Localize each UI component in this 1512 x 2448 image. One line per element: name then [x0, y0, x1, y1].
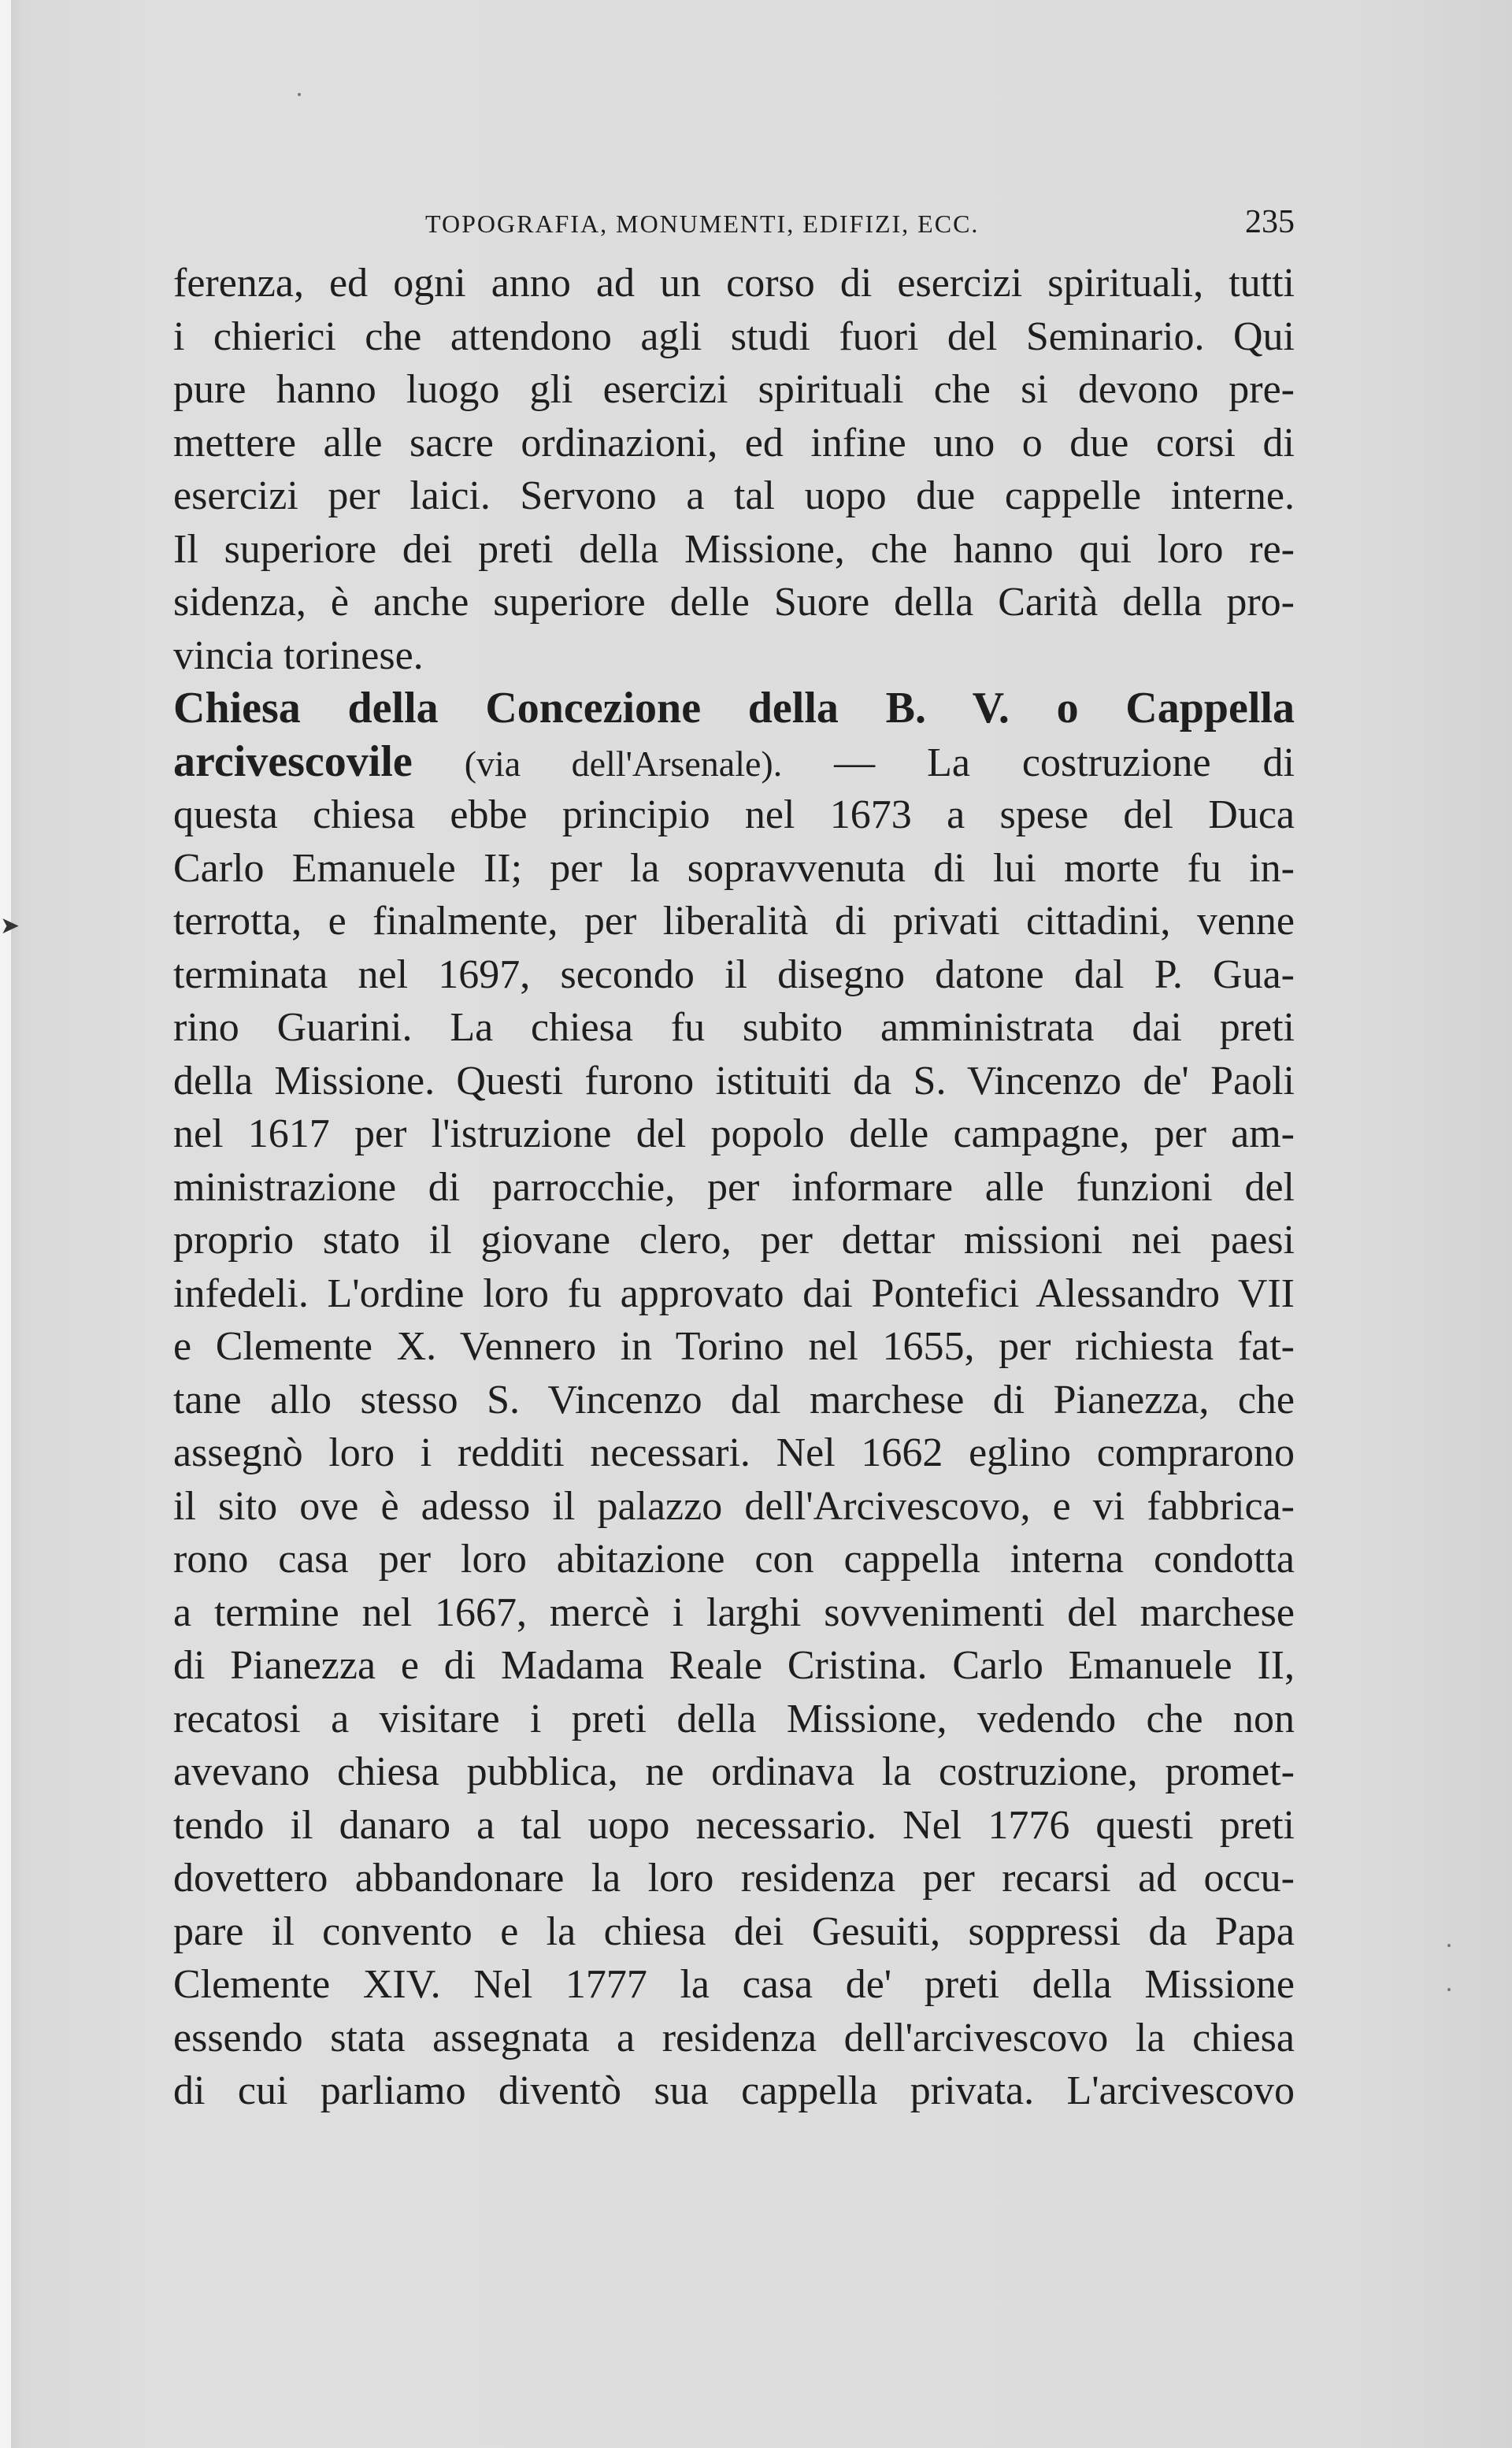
text-line: infedeli. L'ordine loro fu approvato dai Pontefici Alessandro VII	[173, 1270, 1295, 1316]
text-line: ferenza, ed ogni anno ad un corso di esercizi spirituali, tutti	[173, 261, 1295, 306]
running-title: TOPOGRAFIA, MONUMENTI, EDIFIZI, ECC.	[425, 210, 980, 238]
text-line: vincia torinese.	[173, 632, 424, 678]
text-line: proprio stato il giovane clero, per dettar missioni nei paesi	[173, 1218, 1295, 1263]
section-heading: Chiesa della Concezione della B. V. o Cappella	[173, 684, 1295, 733]
text-line: terminata nel 1697, secondo il disegno datone dal P. Gua-	[173, 951, 1295, 997]
text-line: questa chiesa ebbe principio nel 1673 a spese del Duca	[173, 792, 1295, 837]
text-line: Carlo Emanuele II; per la sopravvenuta di lui morte fu in-	[173, 845, 1295, 891]
paper-speck	[1447, 1988, 1451, 1991]
text-line: e Clemente X. Vennero in Torino nel 1655, per richiesta fat-	[173, 1324, 1295, 1369]
text-line: della Missione. Questi furono istituiti da S. Vincenzo de' Paoli	[173, 1058, 1295, 1103]
margin-arrow-icon: ➤	[0, 913, 20, 939]
body-text	[173, 257, 1295, 2118]
text-line: rino Guarini. La chiesa fu subito amministrata dai preti	[173, 1005, 1295, 1050]
page-number: 235	[1245, 204, 1295, 240]
text-line: assegnò loro i redditi necessari. Nel 1662 eglino comprarono	[173, 1430, 1295, 1475]
text-line: a termine nel 1667, mercè i larghi sovvenimenti del marchese	[173, 1589, 1295, 1635]
text-line: tendo il danaro a tal uopo necessario. Nel 1776 questi preti	[173, 1802, 1295, 1848]
text-line: tane allo stesso S. Vincenzo dal marchese di Pianezza, che	[173, 1377, 1295, 1422]
text-line: dovettero abbandonare la loro residenza per recarsi ad occu-	[173, 1856, 1295, 1901]
text-line: avevano chiesa pubblica, ne ordinava la costruzione, promet-	[173, 1749, 1295, 1794]
text-line: sidenza, è anche superiore delle Suore della Carità della pro-	[173, 580, 1295, 625]
text-line: mettere alle sacre ordinazioni, ed infine uno o due corsi di	[173, 420, 1295, 465]
text-line: nel 1617 per l'istruzione del popolo delle campagne, per am-	[173, 1111, 1295, 1156]
page-edge	[0, 0, 11, 2448]
running-header	[173, 203, 1295, 250]
text-line: Clemente XIV. Nel 1777 la casa de' preti della Missione	[173, 1962, 1295, 2007]
section-heading-end: arcivescovile	[173, 736, 413, 786]
text-line: rono casa per loro abitazione con cappella interna condotta	[173, 1537, 1295, 1582]
paper-speck	[298, 93, 301, 96]
text-line: ministrazione di parrocchie, per informare alle funzioni del	[173, 1164, 1295, 1210]
text-line: il sito ove è adesso il palazzo dell'Arcivescovo, e vi fabbrica-	[173, 1483, 1295, 1529]
text-line: di cui parliamo diventò sua cappella privata. L'arcivescovo	[173, 2068, 1295, 2113]
text-line: pure hanno luogo gli esercizi spirituali che si devono pre-	[173, 367, 1295, 412]
street-address: (via dell'Arsenale).	[464, 743, 783, 784]
text-line: di Pianezza e di Madama Reale Cristina. Carlo Emanuele II,	[173, 1643, 1295, 1688]
paper-speck	[1447, 1944, 1451, 1947]
text-line: esercizi per laici. Servono a tal uopo due cappelle interne.	[173, 473, 1295, 518]
text-line: pare il convento e la chiesa dei Gesuiti, soppressi da Papa	[173, 1908, 1295, 1954]
section-heading-continuation	[173, 736, 1295, 789]
text-line: i chierici che attendono agli studi fuori del Seminario. Qui	[173, 313, 1295, 359]
text-line: Il superiore dei preti della Missione, che hanno qui loro re-	[173, 526, 1295, 572]
text-line: terrotta, e finalmente, per liberalità di privati cittadini, venne	[173, 899, 1295, 944]
text-fragment: — La costruzione di	[834, 740, 1295, 785]
text-line: essendo stata assegnata a residenza dell'arcivescovo la chiesa	[173, 2015, 1295, 2060]
text-line: recatosi a visitare i preti della Missione, vedendo che non	[173, 1696, 1295, 1741]
